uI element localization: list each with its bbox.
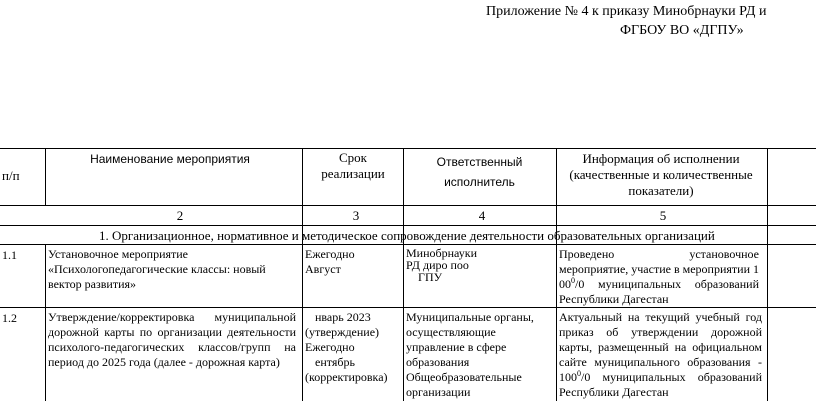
table-border (302, 244, 303, 401)
row-deadline-line: Август (305, 262, 341, 276)
row-deadline-line: Ежегодно (305, 247, 355, 261)
row-deadline-line: нварь 2023 (315, 310, 371, 324)
row-info (559, 247, 759, 307)
column-header-deadline: Срок реализации (321, 150, 385, 181)
column-header-info: Информация об исполнении (качественные и количественные показатели) (569, 151, 753, 198)
table-border (403, 244, 404, 401)
row-deadline-line: (корректировка) (305, 370, 388, 384)
column-header-responsible-line1: Ответственный (436, 155, 523, 169)
row-name: Утверждение/корректировка муниципальной дорожной карты по организации деятельности психолого-педагогических классов/групп на период до 2025 года (далее - дорожная карта) (48, 310, 296, 369)
row-responsible (406, 247, 554, 283)
row-number: 1.2 (2, 311, 17, 325)
column-header-name: Наименование мероприятия (90, 152, 250, 166)
row-info-superscript: 0 (571, 276, 575, 285)
column-number: 4 (478, 208, 486, 223)
row-responsible-line: Минобрнауки (406, 247, 478, 260)
appendix-header-line2: ФГБОУ ВО «ДГПУ» (620, 23, 744, 38)
row-deadline-line: Ежегодно (305, 340, 355, 354)
table-border (556, 244, 557, 401)
row-info-text: Проведено установочное мероприятие, участие в мероприятии 1 00 (559, 247, 759, 291)
row-deadline-line: (утверждение) (305, 325, 380, 339)
row-info-superscript: 0 (577, 369, 581, 378)
table-border (45, 244, 46, 401)
row-info-text-tail: /0 муниципальных образований Республики Дагестан (559, 370, 762, 399)
table-border (0, 244, 816, 245)
row-info (559, 310, 762, 401)
row-name: Установочное мероприятие «Психологопедагогические классы: новый вектор развития» (48, 247, 266, 291)
table-border (767, 148, 768, 401)
column-header-num: п/п (2, 168, 20, 183)
row-responsible: Муниципальные органы, осуществляющие управление в сфере образования Общеобразовательные организации (406, 310, 534, 399)
row-responsible-line: РД диро поо (406, 258, 469, 272)
section-title: 1. Организационное, нормативное и методическое сопровождение деятельности образовательных организаций (99, 228, 715, 243)
row-number: 1.1 (2, 248, 17, 262)
table-border (0, 225, 816, 226)
row-responsible-line: ГПУ (418, 270, 443, 283)
row-deadline (305, 247, 400, 277)
row-deadline-line: ентябрь (315, 355, 355, 369)
table-border (45, 148, 46, 206)
column-number: 3 (352, 208, 360, 223)
column-header-responsible-line2: исполнитель (444, 175, 515, 189)
column-header-responsible (404, 152, 555, 192)
row-info-text-tail: /0 муниципальных образований Республики Дагестан (559, 277, 759, 306)
table-border (0, 205, 816, 206)
table-border (0, 307, 816, 308)
appendix-header-line1: Приложение № 4 к приказу Минобрнауки РД и (486, 4, 767, 19)
row-deadline (305, 310, 402, 385)
table-border (0, 148, 816, 149)
column-number: 2 (176, 208, 184, 223)
column-number: 5 (659, 208, 667, 223)
row-info-text: Актуальный на текущий учебный год приказ об утверждении дорожной карты, размещенный на официальном сайте муниципального образования - 100 (559, 310, 762, 384)
